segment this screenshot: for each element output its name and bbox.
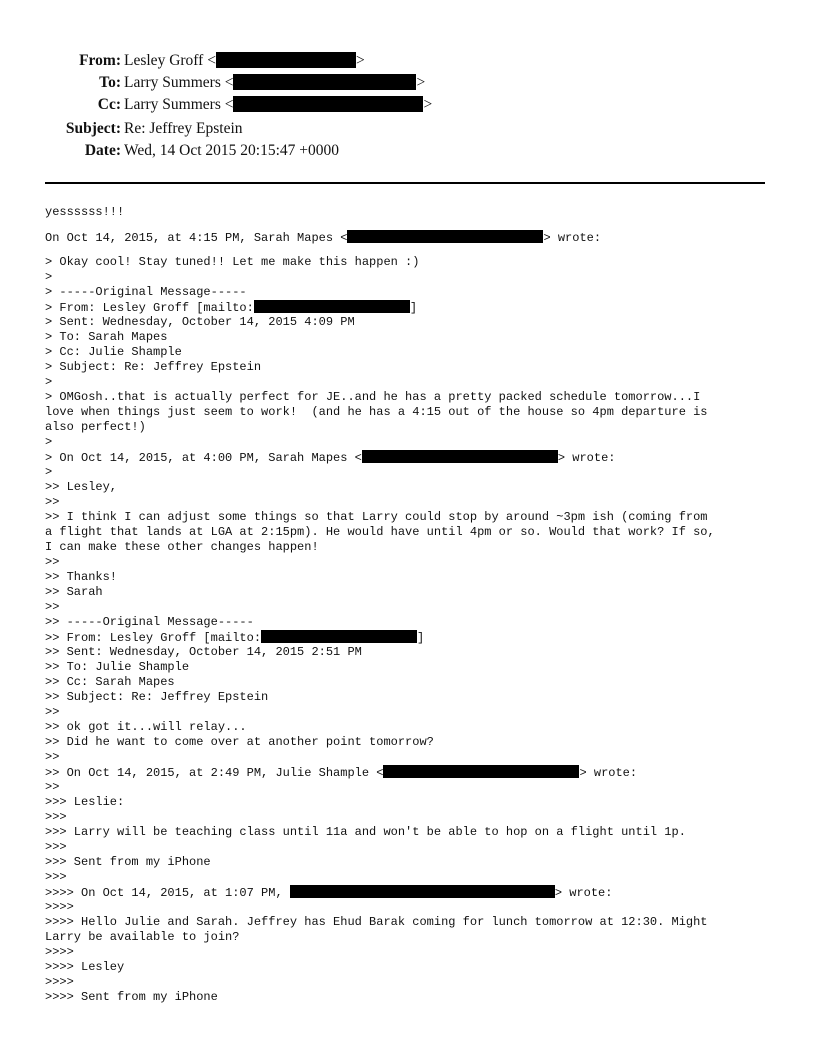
body-line: yessssss!!!: [45, 205, 125, 219]
body-line: >>>>: [45, 900, 74, 914]
body-line: >> I think I can adjust some things so that Larry could stop by around ~3pm ish (coming from: [45, 510, 708, 524]
body-line: > Sent: Wednesday, October 14, 2015 4:09 PM: [45, 315, 355, 329]
body-line: >>: [45, 600, 60, 614]
redaction-bar: [261, 630, 417, 643]
body-line: > Cc: Julie Shample: [45, 345, 182, 359]
body-line: >>>> Hello Julie and Sarah. Jeffrey has Ehud Barak coming for lunch tomorrow at 12:30. Might: [45, 915, 708, 929]
body-line: >: [45, 435, 53, 449]
body-line: >> Did he want to come over at another point tomorrow?: [45, 735, 434, 749]
redaction-bar: [383, 765, 579, 778]
body-line: > Subject: Re: Jeffrey Epstein: [45, 360, 262, 374]
body-line: >> Cc: Sarah Mapes: [45, 675, 175, 689]
quote-header-text: >>>> On Oct 14, 2015, at 1:07 PM,: [45, 886, 290, 900]
body-line: >>>>: [45, 975, 74, 989]
from-close: >: [355, 52, 365, 69]
body-line: >>: [45, 705, 60, 719]
body-line: >: [45, 375, 53, 389]
body-line: >>> Leslie:: [45, 795, 125, 809]
body-line: >> ok got it...will relay...: [45, 720, 247, 734]
body-line: > -----Original Message-----: [45, 285, 247, 299]
email-body: [45, 205, 775, 1005]
body-line: a flight that lands at LGA at 2:15pm). He would have until 4pm or so. Would that work? If so,: [45, 525, 715, 539]
quote-header-tail: > wrote:: [579, 766, 638, 780]
from-mailto-text: >> From: Lesley Groff [mailto:: [45, 631, 262, 645]
subject-value: Re: Jeffrey Epstein: [124, 120, 243, 137]
body-line: >>>: [45, 810, 67, 824]
from-mailto-close: ]: [417, 631, 425, 645]
to-row: [0, 72, 816, 94]
redaction-bar: [216, 52, 356, 68]
body-line: >>>> Sent from my iPhone: [45, 990, 218, 1004]
redaction-bar: [290, 885, 555, 898]
from-value: [124, 50, 365, 72]
body-line: >>: [45, 495, 60, 509]
to-label: To:: [99, 74, 121, 91]
date-row: [0, 140, 816, 162]
body-line: >> -----Original Message-----: [45, 615, 254, 629]
redaction-bar: [233, 96, 423, 112]
body-line: >> Lesley,: [45, 480, 118, 494]
redaction-bar: [362, 450, 558, 463]
redaction-bar: [347, 230, 543, 243]
quote-header-tail: > wrote:: [557, 451, 616, 465]
from-mailto-text: > From: Lesley Groff [mailto:: [45, 301, 254, 315]
body-line: >>>: [45, 840, 67, 854]
quote-header-tail: > wrote:: [543, 231, 602, 245]
body-line: >>> Sent from my iPhone: [45, 855, 211, 869]
from-label: From:: [79, 52, 121, 69]
body-line: [45, 885, 775, 900]
body-line: [45, 300, 775, 315]
quote-header-text: >> On Oct 14, 2015, at 2:49 PM, Julie Shample <: [45, 766, 384, 780]
body-line: >> Sent: Wednesday, October 14, 2015 2:51 PM: [45, 645, 362, 659]
to-name: Larry Summers <: [124, 74, 234, 91]
body-line: >: [45, 270, 53, 284]
body-line: >> Thanks!: [45, 570, 118, 584]
to-close: >: [416, 74, 426, 91]
body-line: >>> Larry will be teaching class until 11a and won't be able to hop on a flight until 1p.: [45, 825, 686, 839]
body-line: >> To: Julie Shample: [45, 660, 190, 674]
body-line: >>>: [45, 870, 67, 884]
from-row: [0, 50, 816, 72]
date-label: Date:: [84, 142, 121, 159]
body-line: >>>>: [45, 945, 74, 959]
body-line: [45, 630, 775, 645]
body-line: > To: Sarah Mapes: [45, 330, 168, 344]
body-line: > Okay cool! Stay tuned!! Let me make this happen :): [45, 255, 420, 269]
date-value: Wed, 14 Oct 2015 20:15:47 +0000: [124, 142, 340, 159]
body-line: >> Subject: Re: Jeffrey Epstein: [45, 690, 269, 704]
subject-label: Subject:: [65, 120, 121, 137]
redaction-bar: [233, 74, 416, 90]
cc-close: >: [423, 96, 433, 113]
quote-header-tail: > wrote:: [554, 886, 613, 900]
subject-row: [0, 118, 816, 140]
body-line: love when things just seem to work! (and he has a 4:15 out of the house so 4pm departure is: [45, 405, 708, 419]
cc-value: [124, 94, 432, 116]
header-divider: [45, 182, 765, 184]
cc-name: Larry Summers <: [124, 96, 234, 113]
body-line: >>: [45, 750, 60, 764]
body-line: > OMGosh..that is actually perfect for JE..and he has a pretty packed schedule tomorrow...I: [45, 390, 701, 404]
body-line: >: [45, 465, 53, 479]
body-line: [45, 765, 775, 780]
body-line: >>>> Lesley: [45, 960, 125, 974]
body-line: Larry be available to join?: [45, 930, 240, 944]
to-value: [124, 72, 425, 94]
body-line: >>: [45, 555, 60, 569]
quote-header-text: On Oct 14, 2015, at 4:15 PM, Sarah Mapes <: [45, 231, 348, 245]
body-line: >> Sarah: [45, 585, 103, 599]
from-name: Lesley Groff <: [124, 52, 216, 69]
cc-label: Cc:: [97, 96, 121, 113]
from-mailto-close: ]: [409, 301, 418, 315]
body-line: I can make these other changes happen!: [45, 540, 319, 554]
body-line: also perfect!): [45, 420, 146, 434]
quote-header-text: > On Oct 14, 2015, at 4:00 PM, Sarah Mapes <: [45, 451, 362, 465]
body-line: >>: [45, 780, 60, 794]
body-line: [45, 230, 775, 245]
cc-row: [0, 94, 816, 116]
body-line: [45, 450, 775, 465]
redaction-bar: [254, 300, 410, 313]
